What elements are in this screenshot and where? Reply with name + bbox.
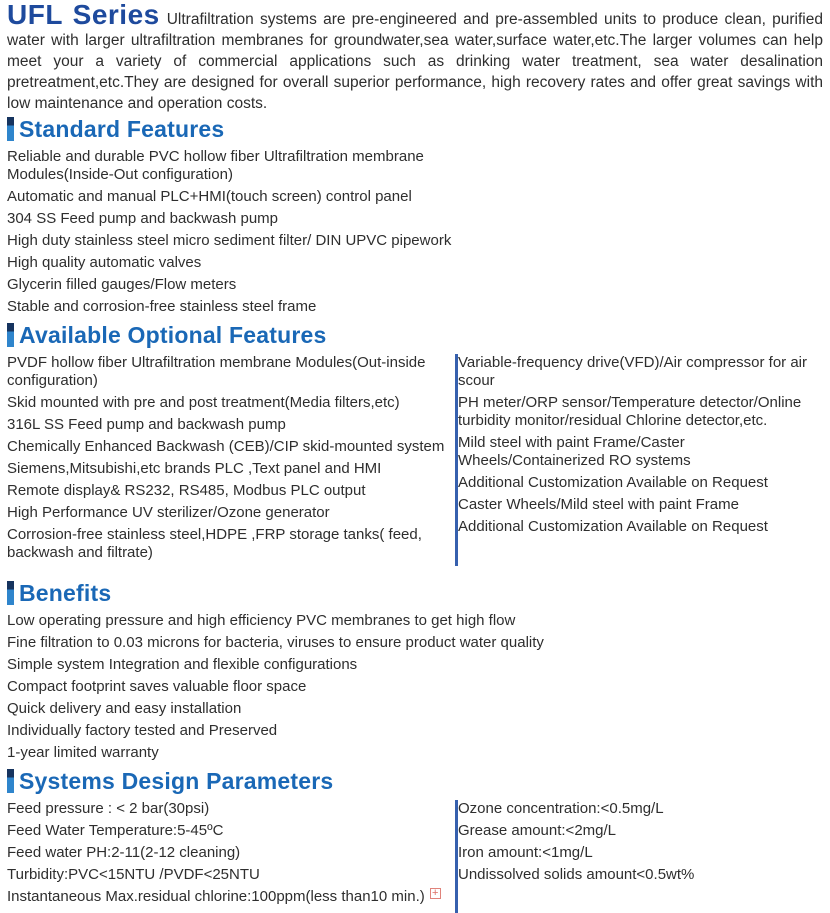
heading-standard-features xyxy=(7,116,823,142)
heading-bar-icon xyxy=(7,581,14,605)
heading-bar-icon xyxy=(7,117,14,141)
list-item: 316L SS Feed pump and backwash pump xyxy=(7,416,286,433)
list-item: Ozone concentration:<0.5mg/L xyxy=(458,800,664,817)
heading-label: Benefits xyxy=(19,580,112,606)
list-item: Remote display& RS232, RS485, Modbus PLC output xyxy=(7,482,366,499)
list-item: Additional Customization Available on Request xyxy=(458,474,768,491)
heading-label: Available Optional Features xyxy=(19,322,327,348)
intro-text: Ultrafiltration systems are pre-engineered and pre-assembled units to produce clean, purified water with larger ultrafiltration membranes for groundwater,sea water,surface water,etc.The larger volumes can help meet your a variety of commercial applications such as drinking water treatment, sea water desalination pretreatment,etc.They are designed for overall superior performance, high recovery rates and offer great savings with low maintenance and operation costs. xyxy=(7,11,823,112)
optional-features-left-list xyxy=(7,354,455,566)
list-item: High Performance UV sterilizer/Ozone generator xyxy=(7,504,330,521)
list-item: Fine filtration to 0.03 microns for bacteria, viruses to ensure product water quality xyxy=(7,634,544,651)
optional-features-columns xyxy=(7,354,823,578)
list-item: High duty stainless steel micro sediment filter/ DIN UPVC pipework xyxy=(7,232,452,249)
design-parameters-left-list xyxy=(7,800,455,884)
design-parameters-right-list xyxy=(458,800,810,913)
benefits-list xyxy=(7,612,823,766)
list-item xyxy=(7,888,455,906)
list-item: PH meter/ORP sensor/Temperature detector/Online turbidity monitor/residual Chlorine detector,etc. xyxy=(458,394,802,429)
list-item: Skid mounted with pre and post treatment(Media filters,etc) xyxy=(7,394,400,411)
list-item: Low operating pressure and high efficiency PVC membranes to get high flow xyxy=(7,612,516,629)
plus-box-icon: + xyxy=(430,888,441,899)
list-item: Feed pressure : < 2 bar(30psi) xyxy=(7,800,210,817)
list-item: Corrosion-free stainless steel,HDPE ,FRP storage tanks( feed, backwash and filtrate) xyxy=(7,526,422,561)
list-item: Feed Water Temperature:5-45ºC xyxy=(7,822,224,839)
list-item: Siemens,Mitsubishi,etc brands PLC ,Text panel and HMI xyxy=(7,460,382,477)
list-item: Grease amount:<2mg/L xyxy=(458,822,617,839)
list-item: Variable-frequency drive(VFD)/Air compressor for air scour xyxy=(458,354,807,389)
heading-benefits xyxy=(7,580,823,606)
list-item: 1-year limited warranty xyxy=(7,744,159,761)
chlorine-parameter-text: Instantaneous Max.residual chlorine:100ppm(less than10 min.) xyxy=(7,888,425,905)
list-item: Reliable and durable PVC hollow fiber Ultrafiltration membrane Modules(Inside-Out configuration) xyxy=(7,148,424,183)
heading-optional-features xyxy=(7,322,823,348)
list-item: Turbidity:PVC<15NTU /PVDF<25NTU xyxy=(7,866,260,883)
heading-label: Standard Features xyxy=(19,116,225,142)
list-item: High quality automatic valves xyxy=(7,254,202,271)
heading-label: Systems Design Parameters xyxy=(19,768,334,794)
list-item: Chemically Enhanced Backwash (CEB)/CIP skid-mounted system xyxy=(7,438,445,455)
list-item: Glycerin filled gauges/Flow meters xyxy=(7,276,237,293)
list-item: PVDF hollow fiber Ultrafiltration membrane Modules(Out-inside configuration) xyxy=(7,354,426,389)
page-title: UFL Series xyxy=(7,0,160,30)
heading-bar-icon xyxy=(7,769,14,793)
list-item: Mild steel with paint Frame/Caster Wheels/Containerized RO systems xyxy=(458,434,691,469)
standard-features-list xyxy=(7,148,477,320)
list-item: Iron amount:<1mg/L xyxy=(458,844,593,861)
list-item: Individually factory tested and Preserved xyxy=(7,722,278,739)
optional-features-right-list xyxy=(458,354,810,566)
list-item: 304 SS Feed pump and backwash pump xyxy=(7,210,279,227)
list-item: Undissolved solids amount<0.5wt% xyxy=(458,866,695,883)
list-item: Caster Wheels/Mild steel with paint Frame xyxy=(458,496,739,513)
design-parameters-left-column xyxy=(7,800,455,913)
intro-paragraph xyxy=(7,0,823,114)
list-item: Compact footprint saves valuable floor space xyxy=(7,678,307,695)
list-item: Quick delivery and easy installation xyxy=(7,700,242,717)
list-item: Feed water PH:2-11(2-12 cleaning) xyxy=(7,844,241,861)
list-item: Additional Customization Available on Request xyxy=(458,518,768,535)
list-item: Stable and corrosion-free stainless steel frame xyxy=(7,298,317,315)
heading-bar-icon xyxy=(7,323,14,347)
design-parameters-columns xyxy=(7,800,823,913)
heading-design-parameters xyxy=(7,768,823,794)
list-item: Simple system Integration and flexible configurations xyxy=(7,656,358,673)
list-item: Automatic and manual PLC+HMI(touch screen) control panel xyxy=(7,188,412,205)
